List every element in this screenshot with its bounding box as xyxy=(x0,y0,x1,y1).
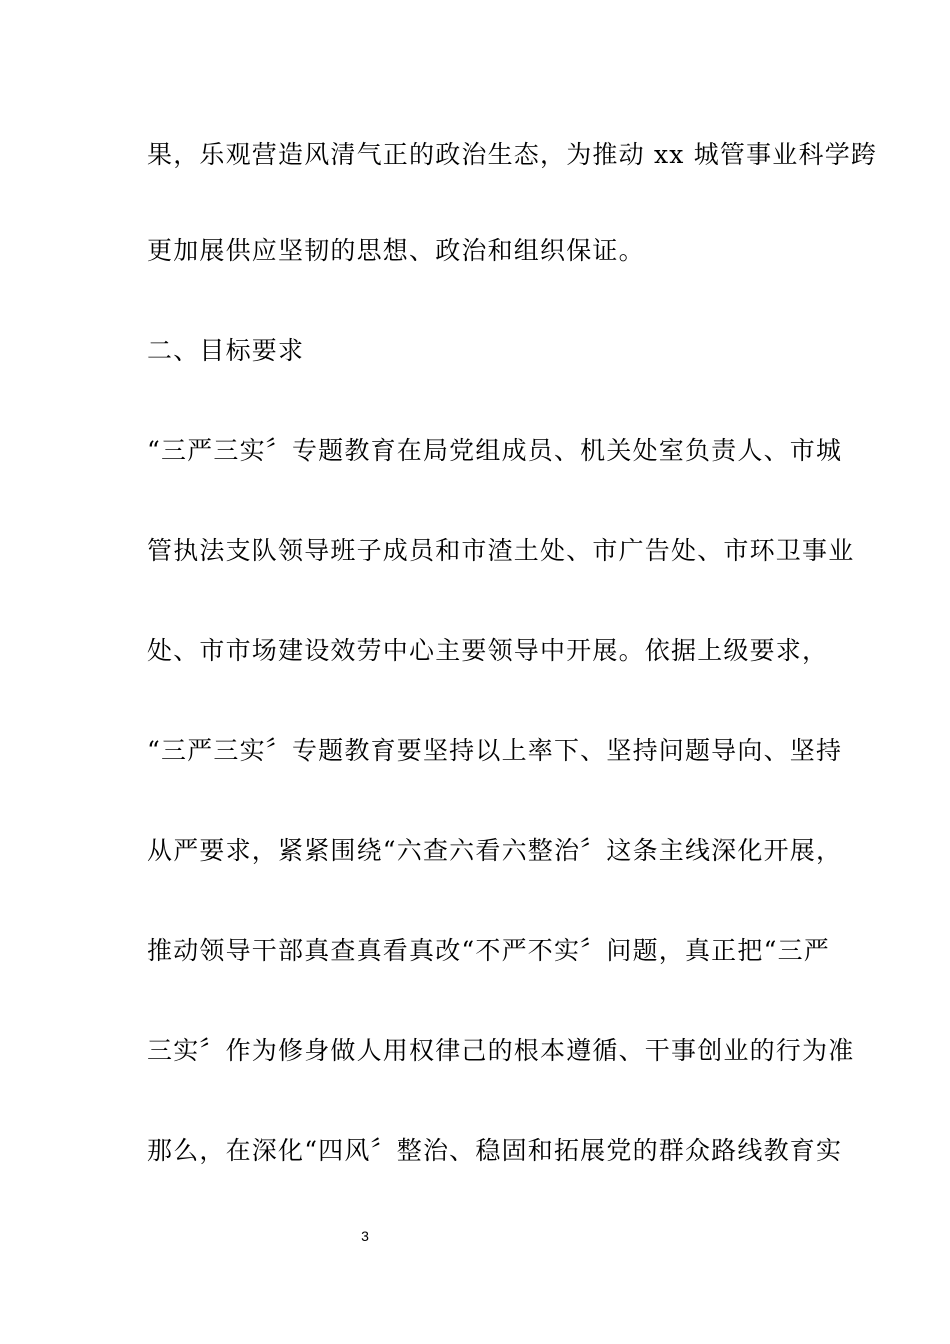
text-line-10: 三实〞作为修身做人用权律己的根本遵循、干事创业的行为准 xyxy=(147,1036,855,1065)
text-line-2: 更加展供应坚韧的思想、政治和组织保证。 xyxy=(147,236,645,265)
page-number: 3 xyxy=(361,1228,369,1244)
text-line-7: “三严三实〞专题教育要坚持以上率下、坚持问题导向、坚持 xyxy=(147,736,843,765)
text-line-6: 处、市市场建设效劳中心主要领导中开展。依据上级要求， xyxy=(147,636,829,665)
text-line-11: 那么，在深化“四风〞整治、稳固和拓展党的群众路线教育实 xyxy=(147,1136,843,1165)
section-heading: 二、目标要求 xyxy=(147,336,305,365)
text-line-8: 从严要求，紧紧围绕“六查六看六整治〞这条主线深化开展， xyxy=(147,836,843,865)
text-line-1: 果，乐观营造风清气正的政治生态，为推动 xx 城管事业科学跨 xyxy=(147,140,878,169)
text-line-9: 推动领导干部真查真看真改“不严不实〞问题，真正把“三严 xyxy=(147,936,830,965)
text-line-5: 管执法支队领导班子成员和市渣土处、市广告处、市环卫事业 xyxy=(147,536,855,565)
text-line-4: “三严三实〞专题教育在局党组成员、机关处室负责人、市城 xyxy=(147,436,843,465)
